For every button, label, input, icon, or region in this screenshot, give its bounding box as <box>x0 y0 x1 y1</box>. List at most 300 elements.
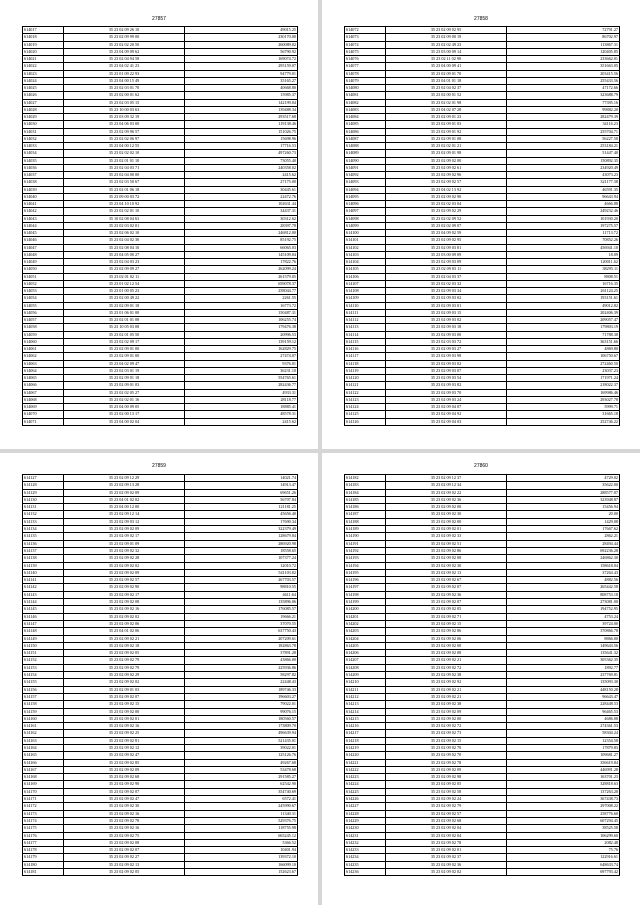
code-cell: 35 23 01 09 22 93 <box>64 70 185 77</box>
data-table <box>22 474 298 876</box>
row-id-cell: 614198 <box>345 591 386 598</box>
table-row <box>345 164 620 171</box>
code-cell: 35 23 02 09 02 33 <box>386 533 507 540</box>
code-cell: 35 23 02 09 02 02 <box>64 562 185 569</box>
row-id-cell: 614207 <box>345 657 386 664</box>
table-row <box>345 338 620 345</box>
row-id-cell: 614181 <box>23 869 64 876</box>
amount-cell: 14021.74 <box>185 475 298 482</box>
code-cell: 35 23 02 09 02 08 <box>64 599 185 606</box>
page-title: 27857 <box>152 16 166 22</box>
code-cell: 35 23 02 09 02 09 <box>64 526 185 533</box>
table-row <box>345 540 620 547</box>
amount-cell: 193151.61 <box>507 295 620 302</box>
row-id-cell: 614214 <box>345 708 386 715</box>
code-cell: 35 23 02 09 02 71 <box>386 613 507 620</box>
code-cell: 35 23 02 01 02 11 <box>64 273 185 280</box>
code-cell: 35 23 02 09 02 85 <box>64 759 185 766</box>
table-row <box>23 114 298 121</box>
code-cell: 35 23 02 09 03 12 <box>64 518 185 525</box>
code-cell: 35 23 02 04 03 71 <box>64 164 185 171</box>
amount-cell: 272460.50 <box>507 360 620 367</box>
table-row <box>23 642 298 649</box>
table-row <box>23 650 298 657</box>
table-row <box>345 803 620 810</box>
row-id-cell: 614197 <box>345 584 386 591</box>
code-cell: 35 23 02 09 02 08 <box>386 650 507 657</box>
table-row <box>345 280 620 287</box>
amount-cell: 182863.78 <box>185 642 298 649</box>
row-id-cell: 614169 <box>23 781 64 788</box>
table-row <box>345 504 620 511</box>
row-id-cell: 614105 <box>345 266 386 273</box>
amount-cell: 10401.94 <box>185 847 298 854</box>
code-cell: 35 23 02 09 02 57 <box>64 577 185 584</box>
amount-cell: 40668.80 <box>185 85 298 92</box>
code-cell: 35 23 01 00 05 23 <box>64 288 185 295</box>
table-row <box>23 34 298 41</box>
code-cell: 35 23 02 09 02 15 <box>386 620 507 627</box>
code-cell: 35 23 02 09 02 21 <box>386 686 507 693</box>
row-id-cell: 614047 <box>23 244 64 251</box>
row-id-cell: 614161 <box>23 723 64 730</box>
amount-cell: 28494.44 <box>507 540 620 547</box>
code-cell: 35 23 02 00 49 22 <box>64 295 185 302</box>
row-id-cell: 614085 <box>345 121 386 128</box>
table-row <box>23 599 298 606</box>
table-row <box>23 584 298 591</box>
table-row <box>23 128 298 135</box>
row-id-cell: 614129 <box>23 489 64 496</box>
code-cell: 35 23 10 00 03 63 <box>64 106 185 113</box>
table-row <box>23 157 298 164</box>
row-id-cell: 614070 <box>23 411 64 418</box>
amount-cell: 37070.55 <box>185 620 298 627</box>
table-row <box>345 730 620 737</box>
row-id-cell: 614160 <box>23 715 64 722</box>
amount-cell: 665245.12 <box>185 832 298 839</box>
amount-cell: 17716.53 <box>185 143 298 150</box>
row-id-cell: 614118 <box>345 360 386 367</box>
row-id-cell: 614152 <box>23 657 64 664</box>
amount-cell: 96465.53 <box>507 708 620 715</box>
code-cell: 35 23 03 00 09 14 <box>386 48 507 55</box>
table-row <box>23 817 298 824</box>
row-id-cell: 614233 <box>345 847 386 854</box>
table-row <box>345 106 620 113</box>
amount-cell: 72791.27 <box>507 27 620 34</box>
amount-cell: 17690.34 <box>185 518 298 525</box>
amount-cell: 6572.41 <box>185 796 298 803</box>
amount-cell: 99882.20 <box>507 106 620 113</box>
code-cell: 35 23 02 09 02 67 <box>386 577 507 584</box>
table-row <box>345 796 620 803</box>
row-id-cell: 614232 <box>345 839 386 846</box>
row-id-cell: 614116 <box>345 346 386 353</box>
amount-cell: 328818.63 <box>507 781 620 788</box>
row-id-cell: 614035 <box>23 157 64 164</box>
table-row <box>23 796 298 803</box>
amount-cell: 245990.67 <box>185 803 298 810</box>
amount-cell: 106299.60 <box>507 832 620 839</box>
table-row <box>345 774 620 781</box>
table-row <box>23 591 298 598</box>
amount-cell: 262099.24 <box>185 266 298 273</box>
table-row <box>23 302 298 309</box>
table-row <box>23 164 298 171</box>
amount-cell: 53478.68 <box>185 766 298 773</box>
code-cell: 35 23 02 09 02 16 <box>64 606 185 613</box>
table-row <box>23 613 298 620</box>
code-cell: 35 23 02 09 02 00 <box>386 518 507 525</box>
row-id-cell: 614076 <box>345 56 386 63</box>
table-row <box>23 331 298 338</box>
row-id-cell: 614034 <box>23 150 64 157</box>
code-cell: 35 23 04 02 09 47 <box>64 360 185 367</box>
table-row <box>345 744 620 751</box>
table-row <box>23 569 298 576</box>
table-row <box>23 482 298 489</box>
row-id-cell: 614082 <box>345 99 386 106</box>
amount-cell: 1892.77 <box>507 664 620 671</box>
amount-cell: 637750.43 <box>185 628 298 635</box>
table-row <box>345 591 620 598</box>
amount-cell: 149643.56 <box>507 642 620 649</box>
row-id-cell: 614080 <box>345 85 386 92</box>
row-id-cell: 614134 <box>23 526 64 533</box>
row-id-cell: 614108 <box>345 288 386 295</box>
amount-cell: 4882.56 <box>507 577 620 584</box>
amount-cell: 237769.81 <box>507 672 620 679</box>
table-row <box>23 774 298 781</box>
code-cell: 35 23 02 09 02 09 <box>386 766 507 773</box>
table-row <box>23 244 298 251</box>
table-row <box>23 367 298 374</box>
table-row <box>345 353 620 360</box>
amount-cell: 56790.92 <box>185 48 298 55</box>
row-id-cell: 614224 <box>345 781 386 788</box>
table-row <box>345 620 620 627</box>
amount-cell: 71788.38 <box>507 331 620 338</box>
code-cell: 35 23 02 02 01 16 <box>64 396 185 403</box>
code-cell: 35 23 04 00 12 00 <box>64 504 185 511</box>
table-row <box>345 854 620 861</box>
data-table <box>344 26 620 426</box>
table-row <box>345 63 620 70</box>
code-cell: 35 23 02 02 01 21 <box>386 143 507 150</box>
row-id-cell: 614199 <box>345 599 386 606</box>
table-row <box>345 85 620 92</box>
table-row <box>345 759 620 766</box>
row-id-cell: 614177 <box>23 839 64 846</box>
amount-cell: 258776.60 <box>507 810 620 817</box>
row-id-cell: 614052 <box>23 280 64 287</box>
row-id-cell: 614032 <box>23 135 64 142</box>
code-cell: 35 23 02 09 02 30 <box>386 511 507 518</box>
row-id-cell: 614026 <box>23 92 64 99</box>
amount-cell: 9376.01 <box>185 360 298 367</box>
row-id-cell: 614148 <box>23 628 64 635</box>
code-cell: 35 23 02 09 02 04 <box>386 832 507 839</box>
code-cell: 35 23 02 02 09 17 <box>64 338 185 345</box>
row-id-cell: 614162 <box>23 730 64 737</box>
row-id-cell: 614133 <box>23 518 64 525</box>
amount-cell: 697793.42 <box>507 869 620 876</box>
row-id-cell: 614167 <box>23 766 64 773</box>
row-id-cell: 614126 <box>345 418 386 425</box>
amount-cell: 15698.96 <box>185 135 298 142</box>
table-row <box>23 418 298 425</box>
row-id-cell: 614067 <box>23 389 64 396</box>
row-id-cell: 614150 <box>23 642 64 649</box>
table-row <box>345 861 620 868</box>
amount-cell: 189746.33 <box>185 686 298 693</box>
table-row <box>23 766 298 773</box>
row-id-cell: 614182 <box>345 475 386 482</box>
table-row <box>23 628 298 635</box>
row-id-cell: 614200 <box>345 606 386 613</box>
code-cell: 35 23 02 09 13 28 <box>64 482 185 489</box>
row-id-cell: 614043 <box>23 215 64 222</box>
amount-cell: 35622.00 <box>507 482 620 489</box>
code-cell: 35 23 02 02 09 07 <box>386 222 507 229</box>
row-id-cell: 614130 <box>23 496 64 503</box>
amount-cell: 273081.00 <box>507 599 620 606</box>
table-row <box>345 686 620 693</box>
row-id-cell: 614157 <box>23 693 64 700</box>
code-cell: 35 23 02 09 04 92 <box>386 411 507 418</box>
table-row <box>23 730 298 737</box>
table-row <box>345 825 620 832</box>
row-id-cell: 614144 <box>23 599 64 606</box>
row-id-cell: 614204 <box>345 635 386 642</box>
amount-cell: 150487.31 <box>185 309 298 316</box>
row-id-cell: 614229 <box>345 817 386 824</box>
row-id-cell: 614172 <box>23 803 64 810</box>
amount-cell: 196603.27 <box>185 693 298 700</box>
code-cell: 35 23 02 09 03 01 <box>386 302 507 309</box>
code-cell: 35 23 02 00 01 52 <box>386 92 507 99</box>
table-row <box>23 475 298 482</box>
table-row <box>23 382 298 389</box>
amount-cell: 85192.75 <box>185 237 298 244</box>
code-cell: 35 23 02 02 02 10 <box>64 150 185 157</box>
table-row <box>345 708 620 715</box>
row-id-cell: 614176 <box>23 832 64 839</box>
amount-cell: 228448.53 <box>507 701 620 708</box>
row-id-cell: 614228 <box>345 810 386 817</box>
code-cell: 35 23 02 02 09 52 <box>386 215 507 222</box>
amount-cell: 267703.57 <box>185 577 298 584</box>
table-row <box>345 737 620 744</box>
table-row <box>345 817 620 824</box>
table-row <box>345 230 620 237</box>
row-id-cell: 614175 <box>23 825 64 832</box>
row-id-cell: 614073 <box>345 34 386 41</box>
amount-cell: 354740.69 <box>185 788 298 795</box>
table-row <box>345 642 620 649</box>
table-row <box>23 360 298 367</box>
row-id-cell: 614196 <box>345 577 386 584</box>
row-id-cell: 614137 <box>23 547 64 554</box>
code-cell: 35 23 02 09 01 18 <box>64 375 185 382</box>
amount-cell: 49012.82 <box>507 302 620 309</box>
code-cell: 35 23 02 09 04 03 <box>386 418 507 425</box>
amount-cell: 265442.58 <box>507 584 620 591</box>
code-cell: 35 23 02 09 02 61 <box>386 164 507 171</box>
code-cell: 35 23 02 09 02 04 <box>386 825 507 832</box>
row-id-cell: 614093 <box>345 179 386 186</box>
table-row <box>23 540 298 547</box>
code-cell: 35 23 02 09 02 16 <box>64 825 185 832</box>
row-id-cell: 614201 <box>345 613 386 620</box>
code-cell: 35 23 02 09 02 21 <box>64 635 185 642</box>
table-row <box>23 41 298 48</box>
table-row <box>23 85 298 92</box>
code-cell: 35 23 02 09 02 07 <box>64 693 185 700</box>
amount-cell: 180560.57 <box>185 715 298 722</box>
table-row <box>345 650 620 657</box>
code-cell: 35 23 02 02 20 50 <box>64 41 185 48</box>
code-cell: 35 23 04 01 02 02 <box>64 496 185 503</box>
table-row <box>345 533 620 540</box>
row-id-cell: 614062 <box>23 353 64 360</box>
row-id-cell: 614110 <box>345 302 386 309</box>
table-row <box>345 172 620 179</box>
table-row <box>345 34 620 41</box>
table-row <box>345 70 620 77</box>
table-row <box>23 353 298 360</box>
amount-cell: 246812.00 <box>185 230 298 237</box>
row-id-cell: 614044 <box>23 222 64 229</box>
code-cell: 35 23 02 09 01 03 <box>386 121 507 128</box>
table-row <box>345 788 620 795</box>
code-cell: 35 23 04 05 00 27 <box>64 251 185 258</box>
table-row <box>345 518 620 525</box>
code-cell: 35 23 01 02 12 54 <box>64 280 185 287</box>
amount-cell: 282479.39 <box>507 114 620 121</box>
row-id-cell: 614213 <box>345 701 386 708</box>
row-id-cell: 614226 <box>345 796 386 803</box>
row-id-cell: 614092 <box>345 172 386 179</box>
row-id-cell: 614127 <box>23 475 64 482</box>
document-page <box>0 453 318 905</box>
row-id-cell: 614071 <box>23 418 64 425</box>
row-id-cell: 614038 <box>23 179 64 186</box>
code-cell: 35 23 04 00 02 04 <box>64 418 185 425</box>
table-row <box>23 672 298 679</box>
table-row <box>23 186 298 193</box>
row-id-cell: 614221 <box>345 759 386 766</box>
amount-cell: 118755.98 <box>185 825 298 832</box>
amount-cell: 367438.73 <box>507 796 620 803</box>
code-cell: 35 23 02 09 02 38 <box>386 672 507 679</box>
row-id-cell: 614103 <box>345 251 386 258</box>
code-cell: 35 23 04 02 07 28 <box>386 106 507 113</box>
document-page <box>322 453 640 905</box>
amount-cell: 12354.58 <box>507 737 620 744</box>
amount-cell: 282436.77 <box>185 382 298 389</box>
code-cell: 35 23 02 09 02 16 <box>64 723 185 730</box>
row-id-cell: 614191 <box>345 540 386 547</box>
code-cell: 35 23 03 09 32 19 <box>64 114 185 121</box>
table-row <box>345 193 620 200</box>
table-row <box>23 606 298 613</box>
code-cell: 35 23 01 06 01 00 <box>64 309 185 316</box>
amount-cell: 15456.94 <box>507 504 620 511</box>
amount-cell: 122916.61 <box>507 854 620 861</box>
table-row <box>23 280 298 287</box>
code-cell: 35 23 02 09 26 10 <box>64 27 185 34</box>
amount-cell: 169074.72 <box>185 56 298 63</box>
amount-cell: 139488.34 <box>185 106 298 113</box>
table-row <box>345 346 620 353</box>
row-id-cell: 614234 <box>345 854 386 861</box>
code-cell: 35 23 02 09 02 73 <box>386 730 507 737</box>
table-row <box>345 766 620 773</box>
row-id-cell: 614203 <box>345 628 386 635</box>
code-cell: 35 23 02 09 02 07 <box>64 847 185 854</box>
code-cell: 35 23 02 09 03 11 <box>386 266 507 273</box>
table-row <box>23 106 298 113</box>
amount-cell: 4686.08 <box>507 715 620 722</box>
amount-cell: 4869.80 <box>507 346 620 353</box>
row-id-cell: 614086 <box>345 128 386 135</box>
row-id-cell: 614051 <box>23 273 64 280</box>
code-cell: 35 23 02 09 02 00 <box>386 157 507 164</box>
amount-cell: 49267.68 <box>185 759 298 766</box>
row-id-cell: 614202 <box>345 620 386 627</box>
amount-cell: 2082.48 <box>507 839 620 846</box>
code-cell: 35 23 02 09 03 81 <box>386 244 507 251</box>
amount-cell: 22448.43 <box>185 679 298 686</box>
amount-cell: 4753.24 <box>507 613 620 620</box>
table-row <box>345 723 620 730</box>
code-cell: 35 23 02 09 02 08 <box>64 839 185 846</box>
row-id-cell: 614131 <box>23 504 64 511</box>
code-cell: 35 23 02 09 02 13 <box>64 861 185 868</box>
amount-cell: 2261.55 <box>185 295 298 302</box>
row-id-cell: 614195 <box>345 569 386 576</box>
table-row <box>23 788 298 795</box>
table-row <box>23 324 298 331</box>
amount-cell: 96643.47 <box>507 693 620 700</box>
row-id-cell: 614188 <box>345 518 386 525</box>
amount-cell: 305362.35 <box>507 657 620 664</box>
code-cell: 35 23 02 09 03 54 <box>386 375 507 382</box>
amount-cell: 321177.38 <box>507 179 620 186</box>
row-id-cell: 614121 <box>345 382 386 389</box>
code-cell: 35 23 02 04 94 58 <box>64 56 185 63</box>
code-cell: 35 23 02 09 02 17 <box>64 591 185 598</box>
table-row <box>23 803 298 810</box>
amount-cell: 98810.55 <box>185 584 298 591</box>
amount-cell: 171971.24 <box>507 375 620 382</box>
code-cell: 35 23 02 09 03 00 <box>386 331 507 338</box>
amount-cell: 293517.68 <box>185 114 298 121</box>
table-row <box>345 832 620 839</box>
table-row <box>345 628 620 635</box>
code-cell: 35 23 02 09 01 70 <box>386 70 507 77</box>
code-cell: 35 23 02 09 02 07 <box>386 599 507 606</box>
row-id-cell: 614017 <box>23 27 64 34</box>
table-row <box>23 693 298 700</box>
amount-cell: 120405.85 <box>507 48 620 55</box>
row-id-cell: 614019 <box>23 41 64 48</box>
row-id-cell: 614210 <box>345 679 386 686</box>
amount-cell: 252746.22 <box>507 418 620 425</box>
table-row <box>23 752 298 759</box>
